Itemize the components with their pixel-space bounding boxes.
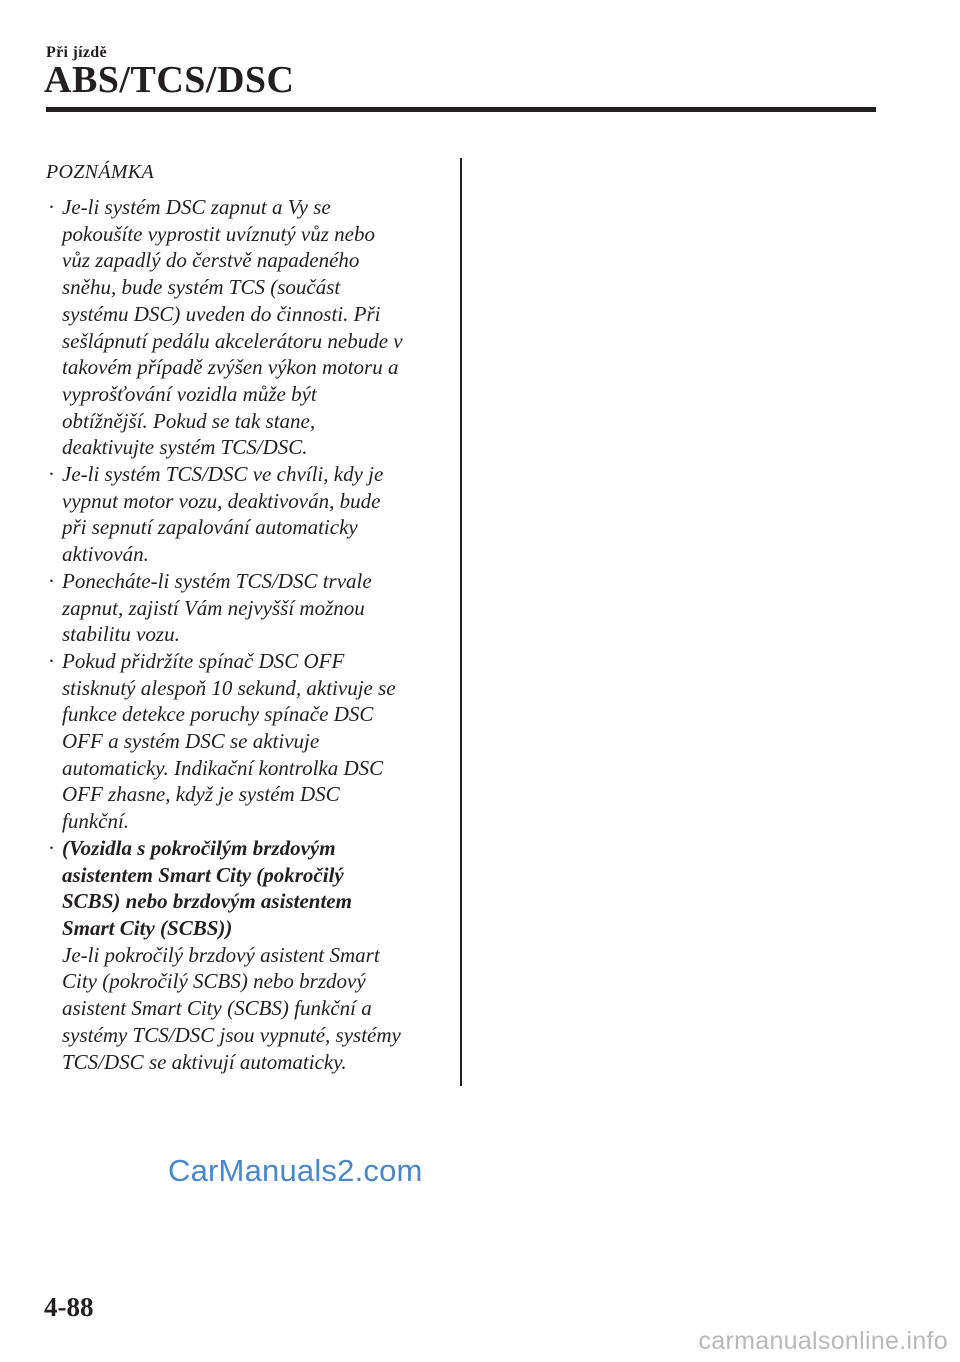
carmanuals-watermark: CarManuals2.com xyxy=(168,1153,423,1188)
column-divider xyxy=(460,158,462,1086)
bullet-dot: · xyxy=(48,195,55,219)
note-heading: POZNÁMKA xyxy=(46,161,154,183)
section-label: Při jízdě xyxy=(46,44,107,61)
note-item-text: Pokud přidržíte spínač DSC OFF stisknutý alespoň 10 sekund, aktivuje se funkce detekce poruchy spínače DSC OFF a systém DSC se aktivuje automaticky. Indikační kontrolka DSC OFF zhasne, když je systém DSC funkční. xyxy=(62,648,396,834)
note-item-condition: (Vozidla s pokročilým brzdovým asistentem Smart City (pokročilý SCBS) nebo brzdovým asistentem Smart City (SCBS)) xyxy=(62,835,352,940)
page-title: ABS/TCS/DSC xyxy=(44,59,295,101)
page-number: 4-88 xyxy=(44,1292,94,1322)
note-item xyxy=(46,461,446,568)
note-item xyxy=(46,648,446,835)
note-item-text: Ponecháte-li systém TCS/DSC trvale zapnut, zajistí Vám nejvyšší možnou stabilitu vozu. xyxy=(62,568,372,647)
note-list xyxy=(46,194,446,1075)
site-watermark: carmanualsonline.info xyxy=(698,1327,948,1355)
note-item-text: Je-li pokročilý brzdový asistent Smart City (pokročilý SCBS) nebo brzdový asistent Smart City (SCBS) funkční a systémy TCS/DSC jsou vypnuté, systémy TCS/DSC se aktivují automaticky. xyxy=(62,942,401,1074)
note-item xyxy=(46,835,446,1075)
bullet-dot: · xyxy=(48,648,55,673)
note-item xyxy=(46,568,446,648)
note-item-text: Je-li systém TCS/DSC ve chvíli, kdy je vypnut motor vozu, deaktivován, bude při sepnutí zapalování automaticky aktivován. xyxy=(62,462,384,567)
note-item xyxy=(46,194,446,461)
bullet-dot: · xyxy=(48,462,55,487)
bullet-dot: · xyxy=(48,568,55,593)
note-block xyxy=(46,159,446,1075)
note-item-text: Je-li systém DSC zapnut a Vy se pokoušíte vyprostit uvíznutý vůz nebo vůz zapadlý do čerstvě napadeného sněhu, bude systém TCS (součást systému DSC) uveden do činnosti. Při sešlápnutí pedálu akcelerátoru nebude v takovém případě zvýšen výkon motoru a vyprošťování vozidla může být obtížnější. Pokud se tak stane, deaktivujte systém TCS/DSC. xyxy=(62,195,403,460)
bullet-dot: · xyxy=(48,835,55,860)
title-rule xyxy=(46,107,876,112)
